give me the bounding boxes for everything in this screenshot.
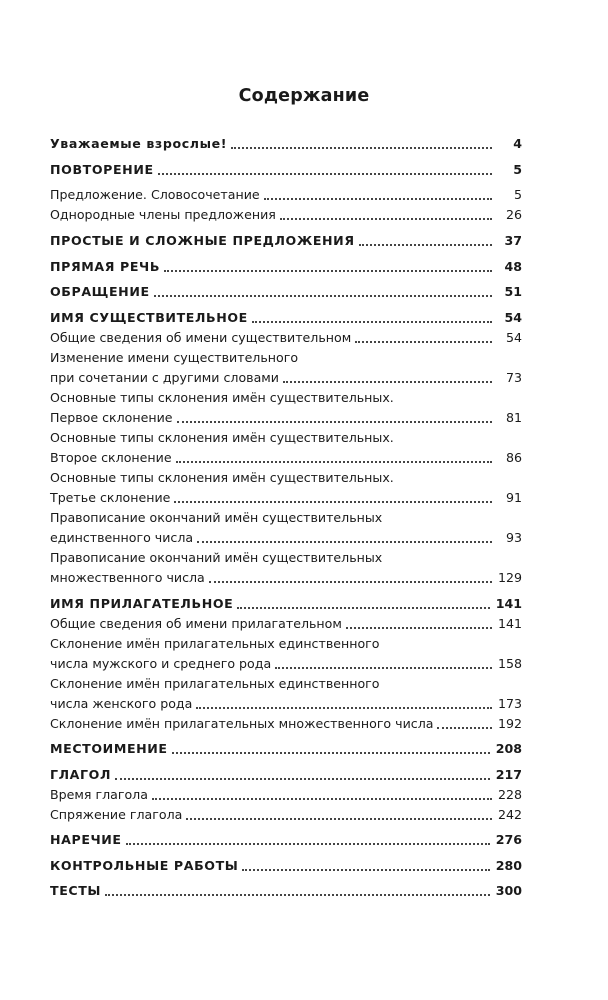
toc-page-number: 4 — [513, 136, 522, 151]
toc-entry-title: Спряжение глагола — [50, 807, 183, 822]
dot-leader — [209, 579, 492, 583]
dot-leader — [186, 816, 492, 820]
toc-entry-title: Основные типы склонения имён существительных. — [50, 430, 394, 445]
dot-leader — [197, 539, 492, 543]
toc-entry-title: Однородные члены предложения — [50, 207, 276, 222]
toc-entry-title: Второе склонение — [50, 450, 172, 465]
toc-page-number: 5 — [513, 162, 522, 177]
dot-leader — [237, 605, 489, 609]
toc-entry — [50, 229, 522, 249]
toc-page-number: 129 — [497, 570, 522, 585]
dot-leader — [154, 293, 492, 297]
toc-page-number: 48 — [504, 259, 522, 274]
toc-entry-title: Склонение имён прилагательных единственного — [50, 676, 380, 691]
toc-entry — [50, 612, 522, 632]
toc-entry — [50, 737, 522, 757]
toc-page-number: 54 — [505, 330, 522, 345]
dot-leader — [359, 242, 492, 246]
toc-entry-title: Предложение. Словосочетание — [50, 187, 260, 202]
toc-entry-title: Первое склонение — [50, 410, 173, 425]
dot-leader — [158, 171, 492, 175]
toc-page-number: 280 — [495, 858, 522, 873]
toc-entry-title: ПРЯМАЯ РЕЧЬ — [50, 259, 161, 274]
toc-page-number: 86 — [505, 450, 522, 465]
dot-leader — [231, 145, 492, 149]
dot-leader — [164, 268, 492, 272]
toc-page-number: 228 — [497, 787, 522, 802]
dot-leader — [280, 216, 492, 220]
toc-entry-title: КОНТРОЛЬНЫЕ РАБОТЫ — [50, 858, 239, 873]
toc-page-number: 173 — [497, 696, 522, 711]
toc-entry-title: МЕСТОИМЕНИЕ — [50, 741, 168, 756]
toc-entry-title: Общие сведения об имени существительном — [50, 330, 352, 345]
toc-entry-title: единственного числа — [50, 530, 194, 545]
toc-page-number: 141 — [497, 616, 522, 631]
toc-entry — [50, 280, 522, 300]
page-title: Содержание — [238, 86, 370, 106]
toc-entry — [50, 763, 522, 783]
toc-entry-title: Общие сведения об имени прилагательном — [50, 616, 342, 631]
toc-entry-title: Основные типы склонения имён существительных. — [50, 470, 394, 485]
toc-page-number: 217 — [495, 767, 522, 782]
toc-entry-title: Основные типы склонения имён существительных. — [50, 390, 394, 405]
toc-entry — [50, 632, 522, 652]
dot-leader — [177, 419, 492, 423]
toc-page-number: 208 — [495, 741, 522, 756]
toc-entry — [50, 828, 522, 848]
toc-entry — [50, 879, 522, 899]
toc-entry — [50, 692, 522, 712]
toc-entry-title: ОБРАЩЕНИЕ — [50, 284, 150, 299]
toc-page-number: 91 — [505, 490, 522, 505]
toc-entry-title: Время глагола — [50, 787, 148, 802]
toc-entry-title: ИМЯ ПРИЛАГАТЕЛЬНОЕ — [50, 596, 234, 611]
toc-entry-title: при сочетании с другими словами — [50, 370, 279, 385]
toc-page-number: 73 — [505, 370, 522, 385]
toc-entry-title: Уважаемые взрослые! — [50, 136, 228, 151]
toc-page-number: 93 — [505, 530, 522, 545]
toc-entry-title: Склонение имён прилагательных единственного — [50, 636, 380, 651]
toc-entry — [50, 592, 522, 612]
dot-leader — [437, 725, 491, 729]
toc-entry — [50, 446, 522, 466]
toc-page-number: 5 — [513, 187, 522, 202]
toc-page-number: 51 — [504, 284, 522, 299]
toc-entry-title: множественного числа — [50, 570, 205, 585]
dot-leader — [105, 892, 490, 896]
toc-entry-title: Изменение имени существительного — [50, 350, 299, 365]
toc-page-number: 37 — [504, 233, 522, 248]
toc-entry-title: Третье склонение — [50, 490, 171, 505]
toc-entry — [50, 566, 522, 586]
toc-page-number: 158 — [497, 656, 522, 671]
toc-entry-title: Правописание окончаний имён существительных — [50, 550, 383, 565]
toc-entry-title: Склонение имён прилагательных множественного числа — [50, 716, 434, 731]
dot-leader — [152, 796, 492, 800]
dot-leader — [283, 379, 492, 383]
dot-leader — [264, 196, 492, 200]
dot-leader — [242, 867, 489, 871]
toc-entry — [50, 406, 522, 426]
toc-entry — [50, 526, 522, 546]
toc-entry — [50, 486, 522, 506]
toc-entry-title: числа женского рода — [50, 696, 193, 711]
toc-entry — [50, 426, 522, 446]
toc-page-number: 26 — [505, 207, 522, 222]
toc-entry-title: ГЛАГОЛ — [50, 767, 112, 782]
toc-entry — [50, 203, 522, 223]
toc-entry — [50, 672, 522, 692]
dot-leader — [115, 776, 490, 780]
toc-page-number: 192 — [497, 716, 522, 731]
dot-leader — [196, 705, 492, 709]
toc-entry-title: ТЕСТЫ — [50, 883, 102, 898]
toc-entry — [50, 466, 522, 486]
toc-entry — [50, 183, 522, 203]
dot-leader — [174, 499, 492, 503]
dot-leader — [172, 750, 490, 754]
dot-leader — [355, 339, 492, 343]
toc-entry — [50, 366, 522, 386]
toc-page-number: 141 — [495, 596, 522, 611]
toc-entry — [50, 255, 522, 275]
toc-page-number: 276 — [495, 832, 522, 847]
toc-entry — [50, 652, 522, 672]
toc-entry — [50, 346, 522, 366]
toc-entry — [50, 386, 522, 406]
toc-entry-title: Правописание окончаний имён существительных — [50, 510, 383, 525]
toc-entry — [50, 546, 522, 566]
toc-page-number: 54 — [504, 310, 522, 325]
dot-leader — [176, 459, 492, 463]
toc-entry-title: НАРЕЧИЕ — [50, 832, 122, 847]
dot-leader — [126, 841, 490, 845]
toc-entry — [50, 306, 522, 326]
toc-page-number: 81 — [505, 410, 522, 425]
toc-entry — [50, 783, 522, 803]
dot-leader — [252, 319, 492, 323]
toc-entry — [50, 854, 522, 874]
toc-entry — [50, 158, 522, 178]
toc-entry — [50, 712, 522, 732]
toc-entry — [50, 326, 522, 346]
dot-leader — [346, 625, 492, 629]
toc-page-number: 242 — [497, 807, 522, 822]
toc-entry-title: числа мужского и среднего рода — [50, 656, 272, 671]
toc-entry — [50, 132, 522, 152]
toc-page-number: 300 — [495, 883, 522, 898]
toc-entry-title: ПОВТОРЕНИЕ — [50, 162, 154, 177]
toc-entry — [50, 803, 522, 823]
dot-leader — [275, 665, 492, 669]
toc-entry-title: ПРОСТЫЕ И СЛОЖНЫЕ ПРЕДЛОЖЕНИЯ — [50, 233, 355, 248]
toc-entry — [50, 506, 522, 526]
toc-entry-title: ИМЯ СУЩЕСТВИТЕЛЬНОЕ — [50, 310, 248, 325]
